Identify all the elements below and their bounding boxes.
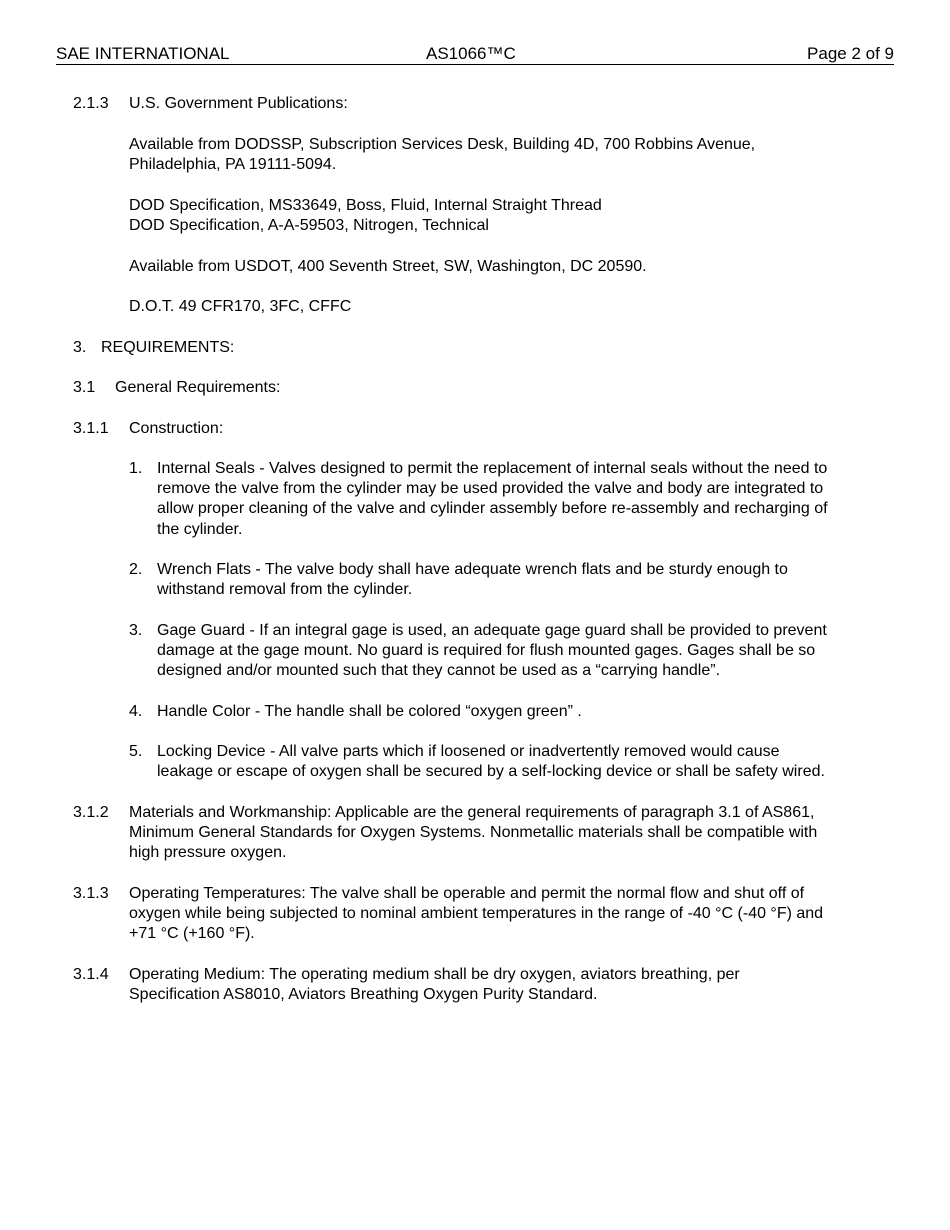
list-item-line: allow proper cleaning of the valve and cylinder assembly before re-assembly and recharging of	[157, 500, 828, 517]
paragraph-line: Available from USDOT, 400 Seventh Street, SW, Washington, DC 20590.	[129, 258, 647, 275]
paragraph-line: DOD Specification, A-A-59503, Nitrogen, Technical	[129, 217, 489, 234]
list-item-line: Handle Color - The handle shall be colored “oxygen green” .	[157, 703, 582, 720]
list-item-line: damage at the gage mount. No guard is required for flush mounted gages. Gages shall be so	[157, 642, 816, 659]
header-organization: SAE INTERNATIONAL	[56, 44, 230, 63]
paragraph-line: D.O.T. 49 CFR170, 3FC, CFFC	[129, 298, 352, 315]
list-item-line: remove the valve from the cylinder may be used provided the valve and body are integrated to	[157, 480, 824, 497]
paragraph-line: DOD Specification, MS33649, Boss, Fluid, Internal Straight Thread	[129, 197, 602, 214]
page-header	[56, 44, 894, 65]
list-item-number: 2.	[129, 561, 143, 578]
header-page-number: Page 2 of 9	[807, 44, 894, 63]
section-number: 3.1.4	[73, 966, 109, 983]
paragraph-line: high pressure oxygen.	[129, 844, 287, 861]
list-item-line: designed and/or mounted such that they cannot be used as a “carrying handle”.	[157, 662, 721, 679]
section-number: 3.1.2	[73, 804, 109, 821]
list-item-line: Wrench Flats - The valve body shall have adequate wrench flats and be sturdy enough to	[157, 561, 788, 578]
section-title: Construction:	[129, 420, 224, 437]
paragraph-line: Operating Medium: The operating medium shall be dry oxygen, aviators breathing, per	[129, 966, 740, 983]
paragraph-line: Minimum General Standards for Oxygen Systems. Nonmetallic materials shall be compatible with	[129, 824, 818, 841]
section-number: 3.1.1	[73, 420, 109, 437]
list-item-line: the cylinder.	[157, 521, 243, 538]
list-item-line: Locking Device - All valve parts which if loosened or inadvertently removed would cause	[157, 743, 780, 760]
list-item-number: 4.	[129, 703, 143, 720]
header-document-id: AS1066™C	[426, 44, 516, 63]
paragraph-line: Available from DODSSP, Subscription Services Desk, Building 4D, 700 Robbins Avenue,	[129, 136, 756, 153]
section-number: 3.	[73, 339, 87, 356]
paragraph-line: Philadelphia, PA 19111-5094.	[129, 156, 337, 173]
paragraph-line: Operating Temperatures: The valve shall be operable and permit the normal flow and shut off of	[129, 885, 805, 902]
section-number: 2.1.3	[73, 95, 109, 112]
list-item-number: 1.	[129, 460, 143, 477]
section-title: U.S. Government Publications:	[129, 95, 348, 112]
section-title: General Requirements:	[115, 379, 281, 396]
list-item-line: withstand removal from the cylinder.	[157, 581, 413, 598]
list-item-line: Internal Seals - Valves designed to permit the replacement of internal seals without the need to	[157, 460, 828, 477]
section-title: REQUIREMENTS:	[101, 339, 235, 356]
list-item-line: Gage Guard - If an integral gage is used, an adequate gage guard shall be provided to prevent	[157, 622, 827, 639]
section-number: 3.1	[73, 379, 96, 396]
paragraph-line: oxygen while being subjected to nominal ambient temperatures in the range of -40 °C (-40 °F) and	[129, 905, 824, 922]
paragraph-line: Specification AS8010, Aviators Breathing Oxygen Purity Standard.	[129, 986, 598, 1003]
list-item-number: 5.	[129, 743, 143, 760]
list-item-line: leakage or escape of oxygen shall be secured by a self-locking device or shall be safety wired.	[157, 763, 825, 780]
paragraph-line: +71 °C (+160 °F).	[129, 925, 255, 942]
section-number: 3.1.3	[73, 885, 109, 902]
paragraph-line: Materials and Workmanship: Applicable are the general requirements of paragraph 3.1 of AS861,	[129, 804, 815, 821]
list-item-number: 3.	[129, 622, 143, 639]
